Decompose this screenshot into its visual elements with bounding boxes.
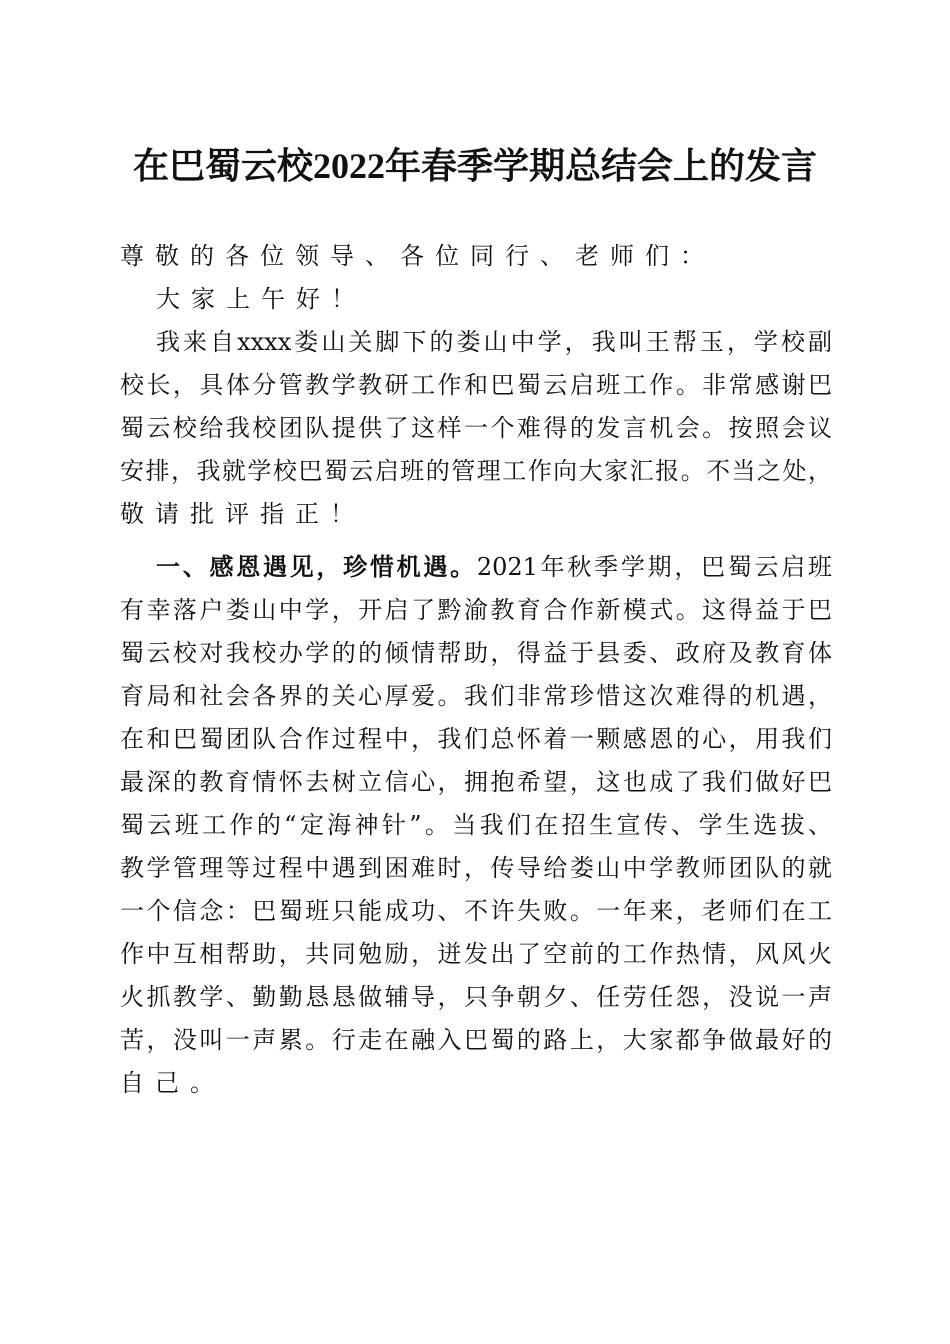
text-line: 一个信念：巴蜀班只能成功、不许失败。一年来，老师们在工 (120, 897, 832, 925)
text-line: 我来自xxxx娄山关脚下的娄山中学，我叫王帮玉，学校副 (156, 328, 832, 356)
text-line: 蜀云校对我校办学的的倾情帮助，得益于县委、政府及教育体 (120, 639, 832, 667)
section-1-heading: 一、感恩遇见，珍惜机遇。 (156, 552, 477, 581)
intro-paragraph (120, 322, 832, 537)
text-line: 最深的教育情怀去树立信心，拥抱希望，这也成了我们做好巴 (120, 768, 832, 796)
text-line: 在和巴蜀团队合作过程中，我们总怀着一颗感恩的心，用我们 (120, 725, 832, 753)
text-line: 育局和社会各界的关心厚爱。我们非常珍惜这次难得的机遇， (120, 682, 832, 710)
text-line: 安排，我就学校巴蜀云启班的管理工作向大家汇报。不当之处， (120, 457, 832, 485)
section-1-paragraph (120, 547, 832, 1106)
text-line: 作中互相帮助，共同勉励，迸发出了空前的工作热情，风风火 (120, 940, 832, 968)
text-line: 蜀云校给我校团队提供了这样一个难得的发言机会。按照会议 (120, 414, 832, 442)
text-line: 敬请批评指正！ (120, 500, 365, 528)
section-1-first-line: 2021年秋季学期，巴蜀云启班 (476, 553, 832, 581)
text-line: 自己。 (120, 1069, 225, 1097)
text-line: 校长，具体分管教学教研工作和巴蜀云启班工作。非常感谢巴 (120, 371, 832, 399)
document-body (120, 236, 832, 1106)
text-line (120, 547, 832, 590)
greeting: 大家上午好！ (156, 285, 366, 313)
text-line: 蜀云班工作的“定海神针”。当我们在招生宣传、学生选拔、 (120, 811, 832, 839)
text-line: 火抓教学、勤勤恳恳做辅导，只争朝夕、任劳任怨，没说一声 (120, 983, 832, 1011)
salutation: 尊敬的各位领导、各位同行、老师们： (120, 242, 715, 270)
document-title: 在巴蜀云校2022年春季学期总结会上的发言 (132, 146, 817, 186)
text-line: 苦，没叫一声累。行走在融入巴蜀的路上，大家都争做最好的 (120, 1026, 832, 1054)
text-line: 教学管理等过程中遇到困难时，传导给娄山中学教师团队的就 (120, 854, 832, 882)
text-line: 有幸落户娄山中学，开启了黔渝教育合作新模式。这得益于巴 (120, 596, 832, 624)
